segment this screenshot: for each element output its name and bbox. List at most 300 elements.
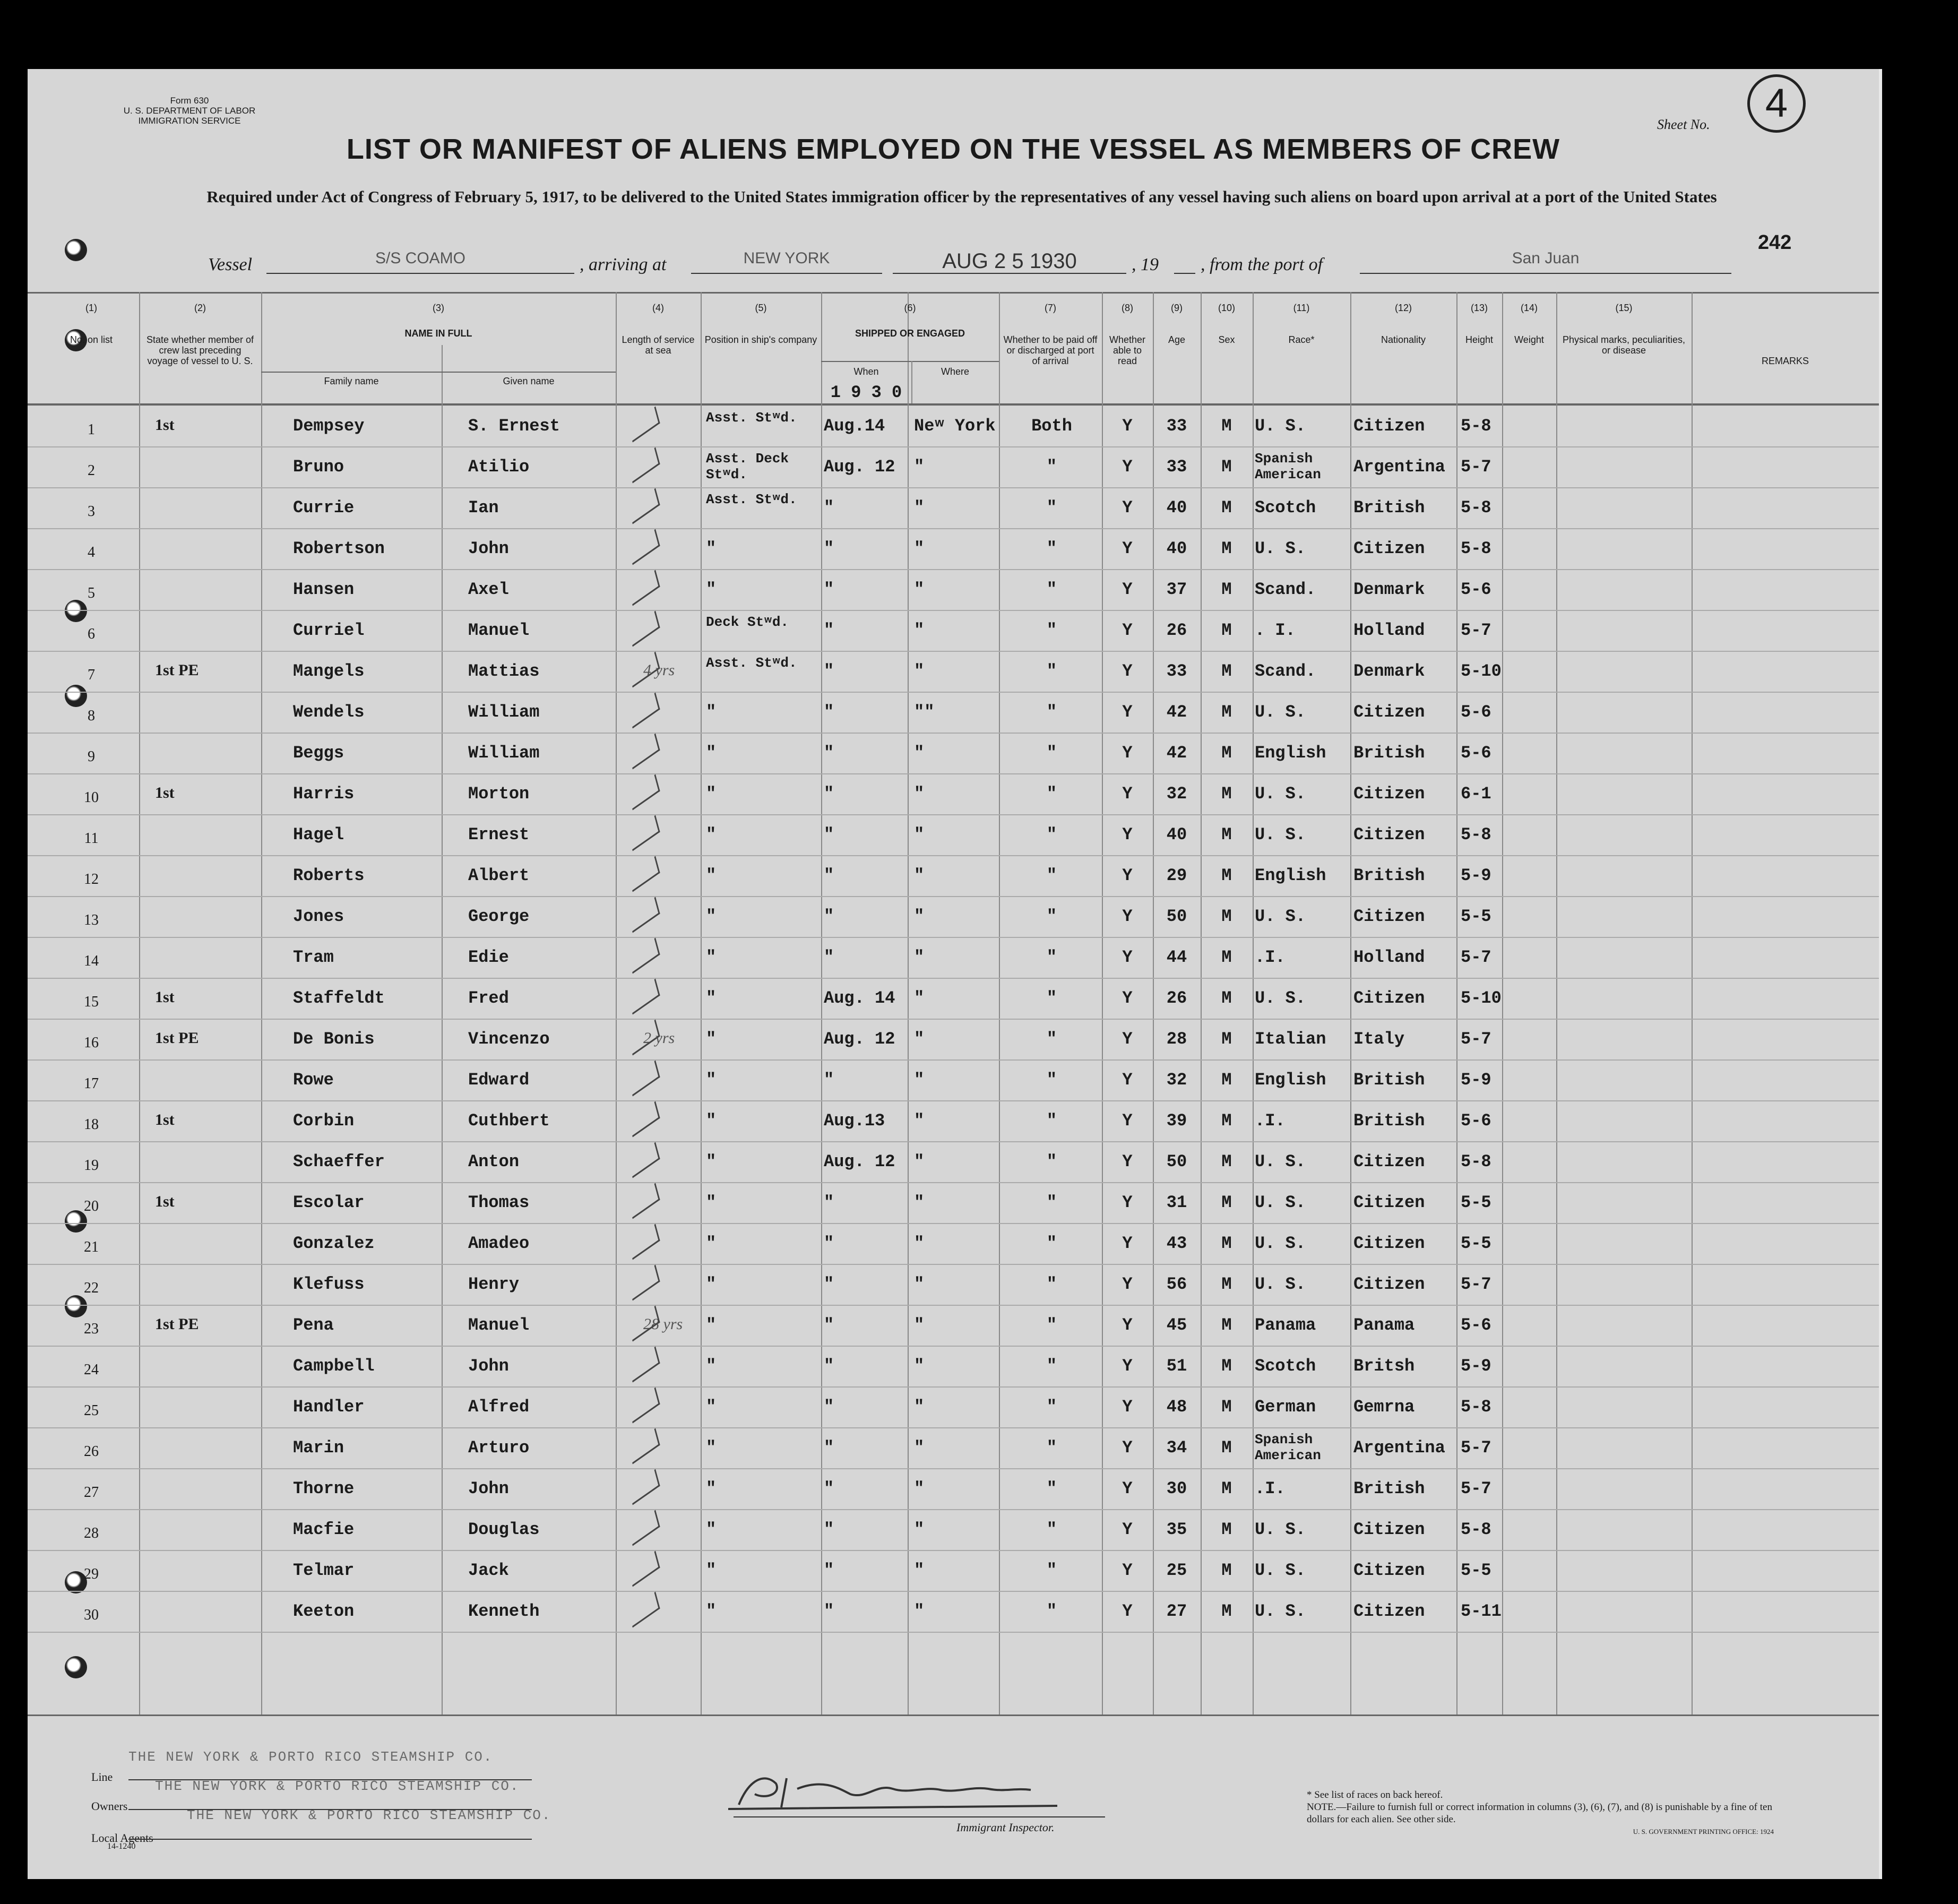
family-name: Bruno [293, 457, 344, 477]
race: U. S. [1255, 907, 1306, 926]
age: 40 [1166, 825, 1187, 845]
table-row [28, 651, 1879, 693]
age: 42 [1166, 702, 1187, 722]
race: U. S. [1255, 784, 1306, 804]
shipped-where: " [914, 988, 925, 1008]
owners-label: Owners [91, 1799, 128, 1813]
shipped-where: " [914, 825, 925, 845]
age: 33 [1166, 416, 1187, 436]
paid-off: " [1046, 1274, 1057, 1294]
family-name: Hagel [293, 825, 344, 845]
column-label: Physical marks, peculiarities, or disease [1562, 334, 1686, 356]
given-name: Manuel [468, 621, 530, 640]
age: 34 [1166, 1438, 1187, 1458]
race: English [1255, 743, 1326, 763]
column-label: SHIPPED OR ENGAGED [855, 328, 965, 339]
nationality: British [1353, 498, 1425, 518]
shipped-where: " [914, 1561, 925, 1580]
family-name: Klefuss [293, 1274, 365, 1294]
race: U. S. [1255, 1152, 1306, 1171]
line-rule [128, 1779, 532, 1780]
column-number: (8) [1122, 303, 1133, 313]
given-name: William [468, 702, 540, 722]
height: 5-6 [1461, 1111, 1491, 1131]
family-name: Currie [293, 498, 355, 518]
family-name: Campbell [293, 1356, 375, 1376]
manifest-sheet [28, 69, 1882, 1879]
sex: M [1221, 539, 1232, 558]
shipped-where: " [914, 947, 925, 967]
able-to-read: Y [1122, 498, 1133, 518]
shipped-where: " [914, 1356, 925, 1376]
nationality: Denmark [1353, 580, 1425, 599]
previous-voyage: 1st PE [155, 661, 199, 679]
shipped-when: " [824, 539, 834, 558]
sex: M [1221, 1561, 1232, 1580]
row-number: 28 [84, 1525, 99, 1541]
shipped-where: " [914, 1438, 925, 1458]
table-row [28, 1019, 1879, 1061]
family-name: Roberts [293, 866, 365, 885]
given-name: Albert [468, 866, 530, 885]
nationality: Panama [1353, 1315, 1415, 1335]
table-top-rule [28, 292, 1879, 294]
check-mark-icon [628, 447, 660, 483]
height: 5-8 [1461, 1520, 1491, 1539]
position: " [706, 1111, 717, 1131]
column-number: (11) [1293, 303, 1310, 313]
able-to-read: Y [1122, 661, 1133, 681]
vessel-label: Vessel [208, 255, 253, 274]
position: " [706, 743, 717, 763]
column-number: (9) [1171, 303, 1183, 313]
paid-off: " [1046, 1561, 1057, 1580]
nationality: British [1353, 866, 1425, 885]
row-number: 5 [88, 585, 95, 601]
height: 5-7 [1461, 1438, 1491, 1458]
shipped-where: " [914, 1070, 925, 1090]
shipped-when: " [824, 784, 834, 804]
table-row [28, 1427, 1879, 1469]
height: 5-9 [1461, 1356, 1491, 1376]
check-mark-icon [628, 856, 660, 892]
check-mark-icon [628, 897, 660, 933]
shipped-when: Aug. 12 [824, 1029, 895, 1049]
family-name: Pena [293, 1315, 334, 1335]
form-line: IMMIGRATION SERVICE [138, 116, 241, 126]
name-header-rule [261, 372, 616, 373]
where-header: Where [941, 366, 969, 377]
age: 35 [1166, 1520, 1187, 1539]
race: .I. [1255, 1479, 1286, 1498]
column-label: No. on list [70, 334, 113, 345]
paid-off: " [1046, 1315, 1057, 1335]
nationality: Citizen [1353, 1234, 1425, 1253]
races-note: * See list of races on back hereof. [1307, 1789, 1443, 1800]
check-mark-icon [628, 610, 660, 647]
shipped-where: " [914, 1274, 925, 1294]
given-name: Jack [468, 1561, 509, 1580]
shipped-where: " [914, 1152, 925, 1171]
from-port: San Juan [1360, 249, 1731, 274]
race: U. S. [1255, 539, 1306, 558]
table-row [28, 773, 1879, 815]
shipped-where: " [914, 866, 925, 885]
paid-off: " [1046, 866, 1057, 885]
table-row [28, 733, 1879, 774]
vessel-name: S/S COAMO [266, 249, 574, 274]
nationality: British [1353, 1479, 1425, 1498]
sex: M [1221, 1234, 1232, 1253]
age: 32 [1166, 784, 1187, 804]
form-line: U. S. DEPARTMENT OF LABOR [123, 106, 256, 116]
shipped-where: " [914, 1234, 925, 1253]
shipped-where: " [914, 1193, 925, 1212]
position: Asst. Stʷd. [706, 655, 797, 671]
check-mark-icon [628, 937, 660, 973]
shipped-where: " [914, 784, 925, 804]
shipped-when: " [824, 1315, 834, 1335]
manifest-number: 242 [1758, 231, 1792, 254]
page-subtitle: Required under Act of Congress of February 5, 1917, to be delivered to the United States immigration officer by the representatives of any vessel having such aliens on board upon arrival at a port of the United States [206, 187, 1717, 206]
shipped-when: " [824, 1193, 834, 1212]
check-mark-icon [628, 978, 660, 1014]
table-row [28, 1100, 1879, 1142]
shipped-where: " [914, 1601, 925, 1621]
given-name: Axel [468, 580, 509, 599]
shipped-where: " [914, 743, 925, 763]
position: " [706, 1274, 717, 1294]
given-name: Fred [468, 988, 509, 1008]
line-stamp: THE NEW YORK & PORTO RICO STEAMSHIP CO. [128, 1749, 493, 1765]
table-row [28, 692, 1879, 734]
able-to-read: Y [1122, 1274, 1133, 1294]
able-to-read: Y [1122, 416, 1133, 436]
table-row [28, 610, 1879, 652]
sex: M [1221, 416, 1232, 436]
shipped-when: " [824, 498, 834, 518]
age: 50 [1166, 907, 1187, 926]
form-line: Form 630 [170, 96, 209, 106]
height: 5-8 [1461, 825, 1491, 845]
penalty-note: NOTE.—Failure to furnish full or correct information in columns (3), (6), (7), and (8) is punishable by a fine of ten dollars for each alien. See other side. [1307, 1802, 1772, 1825]
race: German [1255, 1397, 1316, 1417]
race: U. S. [1255, 416, 1306, 436]
able-to-read: Y [1122, 1070, 1133, 1090]
shipped-when: " [824, 621, 834, 640]
able-to-read: Y [1122, 988, 1133, 1008]
column-label: Height [1465, 334, 1494, 345]
family-name: Mangels [293, 661, 365, 681]
position: " [706, 1029, 717, 1049]
nationality: Citizen [1353, 1274, 1425, 1294]
position: " [706, 866, 717, 885]
height: 5-11 [1461, 1601, 1502, 1621]
column-number: (2) [194, 303, 206, 313]
family-name: Thorne [293, 1479, 355, 1498]
able-to-read: Y [1122, 947, 1133, 967]
previous-voyage: 1st PE [155, 1029, 199, 1047]
nationality: Citizen [1353, 825, 1425, 845]
previous-voyage: 1st PE [155, 1315, 199, 1333]
check-mark-icon [628, 774, 660, 810]
shipped-when: Aug. 12 [824, 1152, 895, 1171]
height: 5-7 [1461, 1029, 1491, 1049]
table-row [28, 855, 1879, 897]
position: " [706, 1234, 717, 1253]
date-stamp: AUG 2 5 1930 [893, 249, 1126, 274]
race: U. S. [1255, 1601, 1306, 1621]
given-name: Henry [468, 1274, 520, 1294]
sex: M [1221, 580, 1232, 599]
check-mark-icon [628, 1387, 660, 1423]
height: 5-6 [1461, 1315, 1491, 1335]
sex: M [1221, 1520, 1232, 1539]
sex: M [1221, 866, 1232, 885]
height: 5-6 [1461, 702, 1491, 722]
shipped-when: " [824, 1234, 834, 1253]
height: 5-9 [1461, 866, 1491, 885]
given-name: Kenneth [468, 1601, 540, 1621]
table-row [28, 569, 1879, 611]
shipped-when: " [824, 580, 834, 599]
check-mark-icon [628, 1428, 660, 1464]
able-to-read: Y [1122, 784, 1133, 804]
age: 33 [1166, 457, 1187, 477]
position: " [706, 1315, 717, 1335]
height: 5-8 [1461, 1152, 1491, 1171]
shipped-when: Aug.14 [824, 416, 885, 436]
able-to-read: Y [1122, 743, 1133, 763]
table-row [28, 1346, 1879, 1388]
table-row [28, 978, 1879, 1020]
row-number: 19 [84, 1157, 99, 1174]
position: " [706, 539, 717, 558]
age: 33 [1166, 661, 1187, 681]
able-to-read: Y [1122, 1438, 1133, 1458]
length-of-service: 2 yrs [643, 1029, 675, 1047]
table-row [28, 937, 1879, 979]
previous-voyage: 1st [155, 988, 175, 1006]
able-to-read: Y [1122, 1397, 1133, 1417]
sex: M [1221, 1070, 1232, 1090]
given-name: Edie [468, 947, 509, 967]
shipped-where: " [914, 1397, 925, 1417]
family-name: Hansen [293, 580, 355, 599]
paid-off: " [1046, 702, 1057, 722]
row-number: 11 [84, 830, 99, 847]
table-row [28, 1141, 1879, 1183]
race: Spanish American [1255, 451, 1321, 483]
able-to-read: Y [1122, 1111, 1133, 1131]
row-number: 14 [84, 953, 99, 969]
age: 25 [1166, 1561, 1187, 1580]
table-row [28, 406, 1879, 447]
row-number: 16 [84, 1035, 99, 1051]
race: U. S. [1255, 1274, 1306, 1294]
family-name: Gonzalez [293, 1234, 375, 1253]
race: U. S. [1255, 988, 1306, 1008]
shipped-when: " [824, 661, 834, 681]
family-name: Jones [293, 907, 344, 926]
check-mark-icon [628, 1305, 660, 1341]
nationality: Citizen [1353, 1520, 1425, 1539]
row-number: 27 [84, 1484, 99, 1501]
row-number: 23 [84, 1321, 99, 1337]
height: 5-5 [1461, 1193, 1491, 1212]
nationality: Citizen [1353, 1561, 1425, 1580]
paid-off: " [1046, 1070, 1057, 1090]
previous-voyage: 1st [155, 784, 175, 802]
paid-off: " [1046, 1193, 1057, 1212]
height: 5-5 [1461, 907, 1491, 926]
column-label: Whether able to read [1109, 334, 1146, 366]
age: 37 [1166, 580, 1187, 599]
position: " [706, 907, 717, 926]
able-to-read: Y [1122, 457, 1133, 477]
owners-stamp: THE NEW YORK & PORTO RICO STEAMSHIP CO. [155, 1778, 520, 1794]
sex: M [1221, 988, 1232, 1008]
paid-off: " [1046, 1356, 1057, 1376]
position: " [706, 1356, 717, 1376]
shipped-when: " [824, 702, 834, 722]
from-label: , from the port of [1201, 255, 1323, 274]
shipped-where: " [914, 661, 925, 681]
age: 43 [1166, 1234, 1187, 1253]
column-label: Whether to be paid off or discharged at port of arrival [1003, 334, 1098, 366]
able-to-read: Y [1122, 702, 1133, 722]
family-name: Corbin [293, 1111, 355, 1131]
nationality: British [1353, 1111, 1425, 1131]
given-name: Mattias [468, 661, 540, 681]
paid-off: " [1046, 907, 1057, 926]
family-name: Beggs [293, 743, 344, 763]
age: 40 [1166, 498, 1187, 518]
column-label: Nationality [1381, 334, 1426, 345]
family-name: Schaeffer [293, 1152, 385, 1171]
family-name: Keeton [293, 1601, 355, 1621]
height: 5-8 [1461, 539, 1491, 558]
previous-voyage: 1st [155, 1193, 175, 1210]
race: Panama [1255, 1315, 1316, 1335]
nationality: Citizen [1353, 539, 1425, 558]
paid-off: " [1046, 1029, 1057, 1049]
age: 29 [1166, 866, 1187, 885]
arriving-label: , arriving at [580, 255, 667, 274]
table-row [28, 487, 1879, 529]
paid-off: " [1046, 1601, 1057, 1621]
race: U. S. [1255, 1561, 1306, 1580]
height: 5-5 [1461, 1234, 1491, 1253]
sex: M [1221, 947, 1232, 967]
row-number: 9 [88, 748, 95, 765]
height: 5-7 [1461, 1479, 1491, 1498]
length-of-service: 28 yrs [643, 1315, 683, 1333]
sex: M [1221, 1356, 1232, 1376]
height: 5-8 [1461, 1397, 1491, 1417]
sex: M [1221, 907, 1232, 926]
able-to-read: Y [1122, 580, 1133, 599]
position: " [706, 784, 717, 804]
owners-rule [128, 1809, 532, 1810]
column-label: Sex [1218, 334, 1235, 345]
table-row [28, 1059, 1879, 1101]
nationality: British [1353, 1070, 1425, 1090]
age: 27 [1166, 1601, 1187, 1621]
shipped-where: Neʷ York [914, 416, 996, 436]
column-label: Position in ship's company [704, 334, 817, 345]
family-name: Wendels [293, 702, 365, 722]
paid-off: " [1046, 743, 1057, 763]
row-number: 10 [84, 789, 99, 806]
height: 5-6 [1461, 580, 1491, 599]
race: Spanish American [1255, 1432, 1321, 1463]
age: 39 [1166, 1111, 1187, 1131]
age: 31 [1166, 1193, 1187, 1212]
nationality: Citizen [1353, 907, 1425, 926]
family-name: Telmar [293, 1561, 355, 1580]
shipped-when: Aug. 12 [824, 457, 895, 477]
check-mark-icon [628, 692, 660, 728]
row-number: 7 [88, 667, 95, 683]
race: U. S. [1255, 1520, 1306, 1539]
check-mark-icon [628, 1264, 660, 1300]
nationality: Britsh [1353, 1356, 1415, 1376]
agents-rule [128, 1839, 532, 1840]
race: U. S. [1255, 1193, 1306, 1212]
paid-off: " [1046, 1479, 1057, 1498]
nationality: Argentina [1353, 457, 1445, 477]
sheet-number-label: Sheet No. [1657, 117, 1710, 132]
race: Italian [1255, 1029, 1326, 1049]
length-of-service: 4 yrs [643, 661, 675, 679]
column-number: (1) [85, 303, 97, 313]
form-code: 14-1240 [107, 1842, 136, 1851]
nationality: Citizen [1353, 784, 1425, 804]
nationality: Holland [1353, 947, 1425, 967]
age: 26 [1166, 988, 1187, 1008]
age: 48 [1166, 1397, 1187, 1417]
paid-off: " [1046, 498, 1057, 518]
given-name: John [468, 1479, 509, 1498]
given-name: Ernest [468, 825, 530, 845]
check-mark-icon [628, 1019, 660, 1055]
family-name: Tram [293, 947, 334, 967]
table-row [28, 1182, 1879, 1224]
check-mark-icon [628, 1224, 660, 1260]
table-row [28, 1386, 1879, 1428]
column-number: (5) [755, 303, 767, 313]
able-to-read: Y [1122, 539, 1133, 558]
year-label: , 19 [1132, 255, 1159, 274]
row-number: 1 [88, 421, 95, 438]
able-to-read: Y [1122, 1152, 1133, 1171]
position: " [706, 1193, 717, 1212]
table-row [28, 1509, 1879, 1551]
able-to-read: Y [1122, 1601, 1133, 1621]
position: " [706, 1438, 717, 1458]
position: Deck Stʷd. [706, 614, 789, 630]
shipped-when: " [824, 825, 834, 845]
age: 51 [1166, 1356, 1187, 1376]
paid-off: " [1046, 1438, 1057, 1458]
age: 30 [1166, 1479, 1187, 1498]
given-name: Ian [468, 498, 499, 518]
family-name: Macfie [293, 1520, 355, 1539]
check-mark-icon [628, 1346, 660, 1382]
sex: M [1221, 1479, 1232, 1498]
height: 5-8 [1461, 416, 1491, 436]
